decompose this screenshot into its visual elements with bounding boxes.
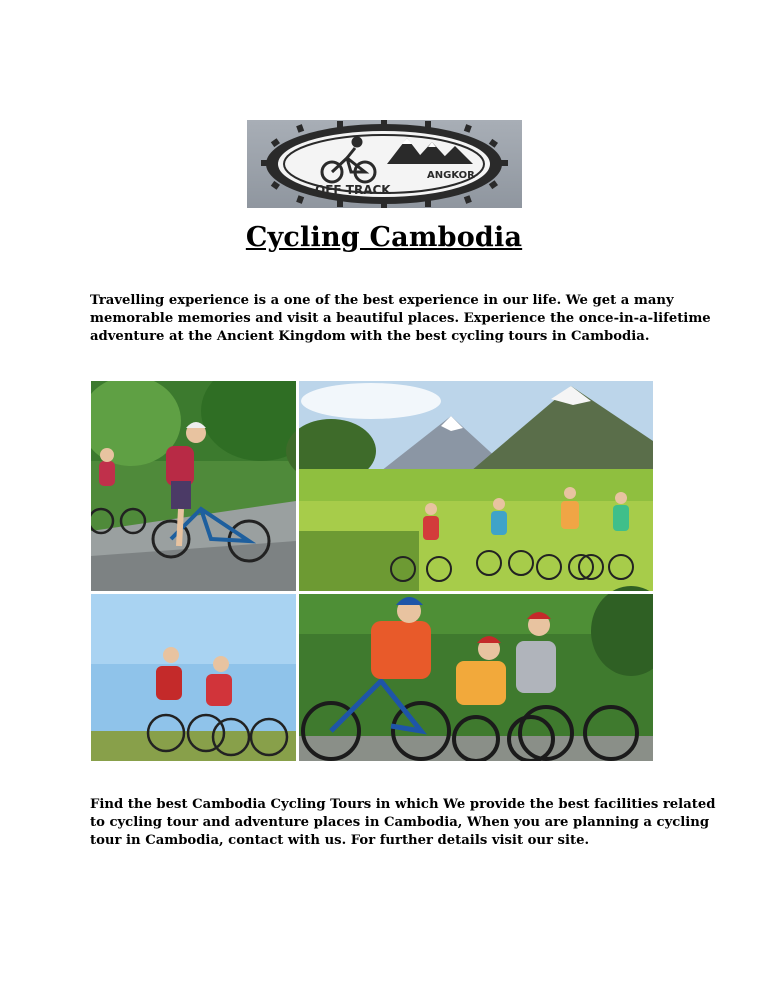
logo-brand-top: ANGKOR [427, 170, 475, 181]
photo-cyclists-forest-road [91, 381, 321, 591]
intro-line: Travelling experience is a one of the best experience in our life. We get a many [90, 293, 674, 308]
closing-paragraph [90, 796, 716, 850]
photo-couple-blue-sky [91, 594, 296, 761]
page-title: Cycling Cambodia [245, 222, 523, 253]
intro-paragraph [90, 292, 711, 346]
closing-line: Find the best Cambodia Cycling Tours in which We provide the best facilities related [90, 797, 716, 812]
intro-line: memorable memories and visit a beautiful places. Experience the once-in-a-lifetime [90, 311, 711, 326]
closing-line: tour in Cambodia, contact with us. For further details visit our site. [90, 833, 590, 848]
intro-line: adventure at the Ancient Kingdom with the best cycling tours in Cambodia. [90, 329, 650, 344]
logo-brand-bottom: OFF TRACK [315, 183, 391, 197]
photo-family-mountain-meadow [286, 381, 653, 591]
closing-line: to cycling tour and adventure places in Cambodia, When you are planning a cycling [90, 815, 710, 830]
angkor-off-track-logo [247, 120, 522, 208]
cycling-photo-collage [91, 381, 653, 761]
photo-family-park [299, 586, 653, 761]
logo-graphic [247, 120, 522, 208]
